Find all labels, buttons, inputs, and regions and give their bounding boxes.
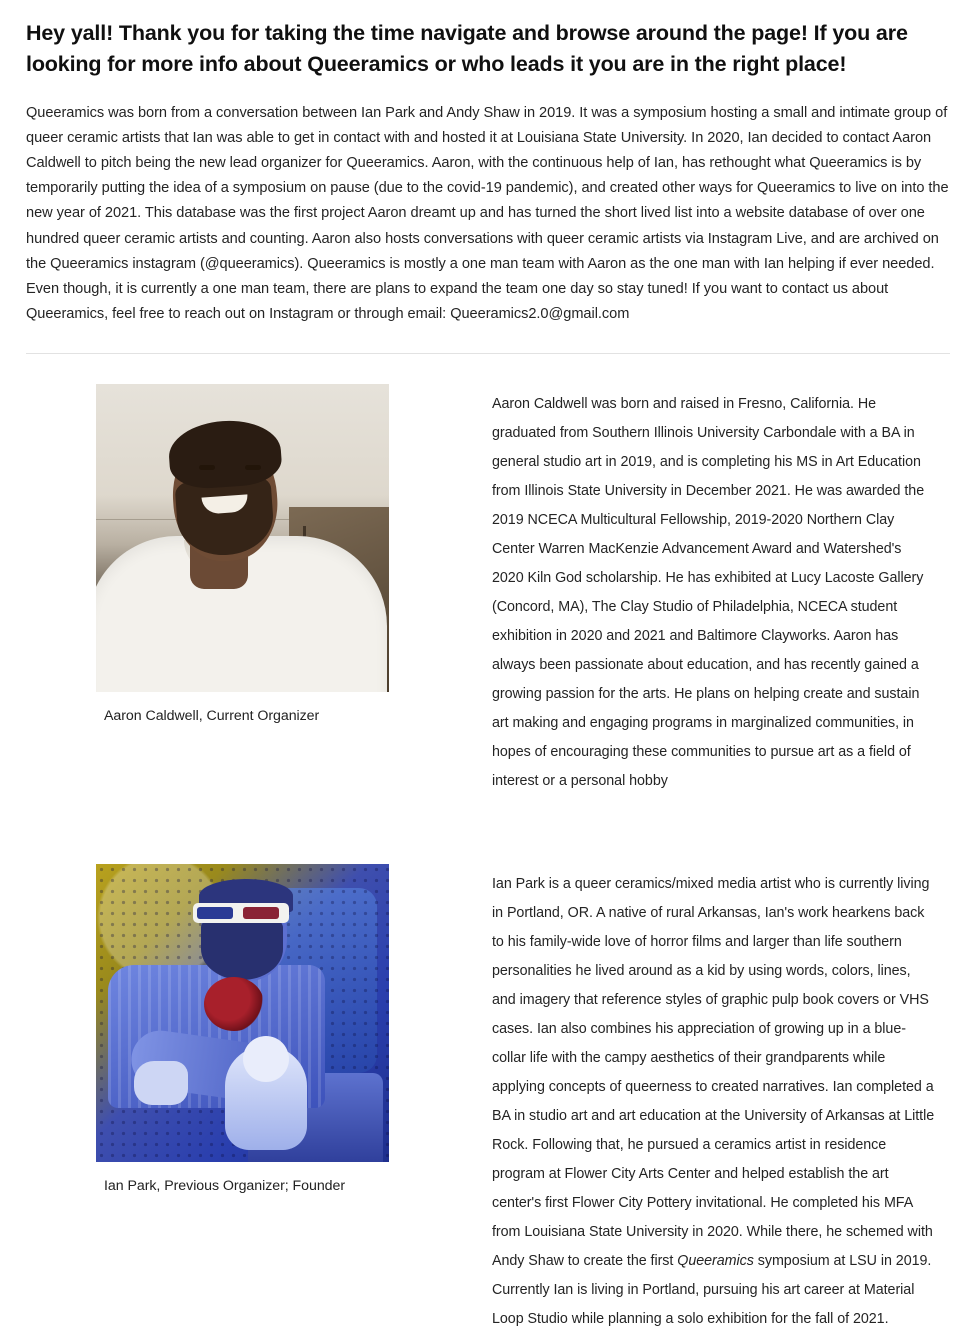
hand-shape (134, 1061, 188, 1105)
hair-shape (167, 417, 283, 491)
portrait-illustration (96, 384, 389, 692)
bio-text-italic: Queeramics (677, 1253, 754, 1270)
bio-photo-column (26, 864, 492, 1194)
portrait-ian-park-image (96, 864, 389, 1162)
bio-paragraph-aaron: Aaron Caldwell was born and raised in Fresno, California. He graduated from Southern Illinois University Carbondale with a BA in general studio art in 2019, and is completing his MS in Art Education from Illinois State University in December 2021. He was awarded the 2019 NCECA Multicultural Fellowship, 2019-2020 Northern Clay Center Warren MacKenzie Advancement Award and Watershed's 2020 Kiln God scholarship. He has exhibited at Lucy Lacoste Gallery (Concord, MA), The Clay Studio of Philadelphia, NCECA student exhibition in 2020 and 2021 and Baltimore Clayworks. Aaron has always been passionate about education, and has recently gained a growing passion for the arts. He plans on helping create and sustain art making and engaging programs in marginalized communities, in hopes of encouraging these communities to pursue art as a field of interest or a personal hobby (492, 395, 925, 790)
bio-block-aaron (26, 354, 950, 796)
portrait-aaron-caldwell-image (96, 384, 389, 692)
bio-text-column (492, 384, 950, 796)
bio-text-column (492, 864, 950, 1334)
intro-paragraph: Queeramics was born from a conversation between Ian Park and Andy Shaw in 2019. It was a symposium hosting a small and intimate group of queer ceramic artists that Ian was able to get in contact with and hosted it at Louisiana State University. In 2020, Ian decided to contact Aaron Caldwell to pitch being the new lead organizer for Queeramics. Aaron, with the continuous help of Ian, has rethought what Queeramics is by temporarily putting the idea of a symposium on pause (due to the covid-19 pandemic), and created other ways for Queeramics to live on into the new year of 2021. This database was the first project Aaron dreamt up and has turned the short lived list into a website database of over one hundred queer ceramic artists and counting. Aaron also hosts conversations with queer ceramic artists via Instagram Live, and are archived on the Queeramics instagram (@queeramics). Queeramics is mostly a one man team with Aaron as the one man with Ian helping if ever needed. Even though, it is currently a one man team, there are plans to expand the team one day so stay tuned! If you want to contact us about Queeramics, feel free to reach out on Instagram or through email: Queeramics2.0@gmail.com (26, 105, 949, 322)
bio-text-part-2: symposium at LSU in 2019. Currently Ian is living in Portland, pursuing his art career at Material Loop Studio while planning a solo exhibition for the fall of 2021. (492, 1253, 932, 1328)
bio-photo-column (26, 384, 492, 724)
bio-block-ian (26, 834, 950, 1334)
eye-right-shape (245, 465, 261, 470)
doll-shape (225, 1046, 307, 1150)
eye-left-shape (199, 465, 215, 470)
bio-text-part-1: Ian Park is a queer ceramics/mixed media artist who is currently living in Portland, OR. A native of rural Arkansas, Ian's work hearkens back to his family-wide love of horror films and larger than life southern personalities he lived around as a kid by using words, colors, lines, and imagery that reference styles of graphic pulp book covers or VHS cases. Ian also combines his appreciation of growing up in a blue-collar life with the campy aesthetics of their grandparents while applying concepts of queerness to created narratives. Ian completed a BA in studio art and art education at the University of Arkansas at Little Rock. Following that, he pursued a ceramics artist in residence program at Flower City Arts Center and helped establish the art center's first Flower City Pottery invitational. He completed his MFA from Louisiana State University in 2020. While there, he schemed with Andy Shaw to create the first (492, 876, 935, 1270)
bio-caption-ian: Ian Park, Previous Organizer; Founder (104, 1178, 346, 1195)
3d-glasses-icon (193, 903, 289, 923)
block-spacer (26, 796, 950, 834)
beard-shape (201, 918, 283, 980)
bio-caption-aaron: Aaron Caldwell, Current Organizer (104, 707, 320, 724)
bio-paragraph-ian (492, 870, 936, 1334)
portrait-illustration (96, 864, 389, 1162)
page-title: Hey yall! Thank you for taking the time navigate and browse around the page! If you are looking for more info about Queeramics or who leads it you are in the right place! (26, 21, 908, 76)
